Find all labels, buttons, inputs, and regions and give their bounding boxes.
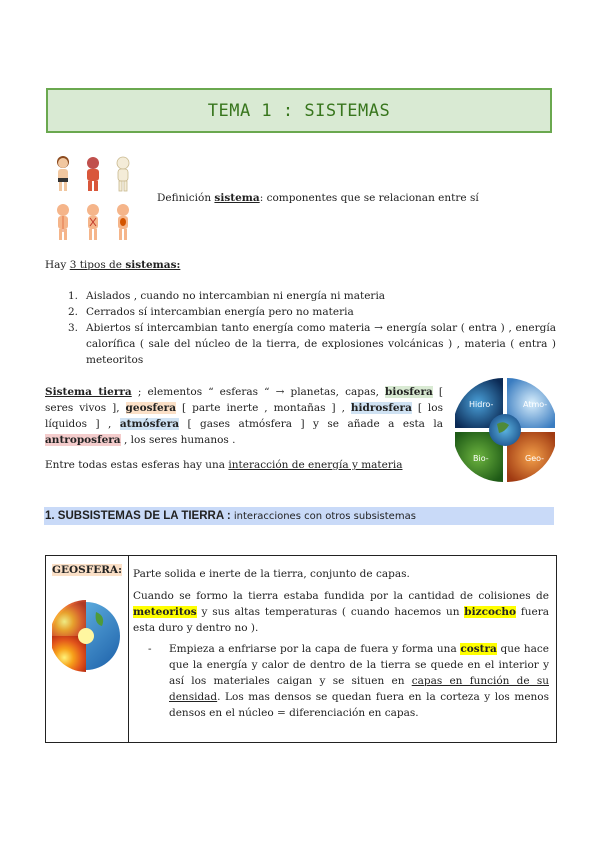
- geosfera-table: [45, 555, 557, 743]
- title-banner: [46, 88, 552, 133]
- tierra-paragraph: [45, 384, 443, 448]
- meteoritos-term: meteoritos: [133, 606, 197, 618]
- list-number: 3.: [68, 322, 79, 334]
- interaction-line: [45, 457, 403, 473]
- figure-muscles: [87, 157, 99, 191]
- figure-skeleton: [117, 157, 129, 191]
- interaction-underlined: interacción de energía y materia: [228, 459, 403, 471]
- geosfera-line1: Parte solida e inerte de la tierra, conjunto de capas.: [133, 568, 410, 580]
- table-header-cell: [46, 564, 128, 576]
- bizcocho-term: bizcocho: [464, 606, 517, 618]
- antroposfera-term: antroposfera: [45, 434, 121, 446]
- types-intro: [45, 257, 180, 273]
- hidro-label: Hidro-: [469, 400, 494, 409]
- geosfera-header: GEOSFERA:: [52, 564, 122, 576]
- definition-term: sistema: [214, 192, 260, 204]
- tierra-text: ; elementos “ esferas “ → planetas, capas,: [131, 386, 386, 398]
- types-intro-prefix: Hay: [45, 259, 70, 271]
- atmosfera-term: atmósfera: [119, 418, 180, 430]
- atmo-label: Atmo-: [523, 400, 548, 409]
- costra-term: costra: [460, 643, 497, 655]
- types-list: [68, 288, 556, 368]
- table-text: que hace que la energía y calor de dentro de la tierra se quede en el interior y así los materiales caigan y se situen en: [169, 643, 549, 687]
- list-text: Cerrados sí intercambian energía pero no materia: [86, 306, 354, 318]
- biosfera-term: biosfera: [385, 386, 433, 398]
- list-item: [68, 320, 556, 368]
- tierra-text: [ los líquidos ] ,: [45, 402, 444, 430]
- spheres-image: [455, 375, 555, 485]
- types-intro-underlined: [70, 259, 181, 271]
- types-intro-underlined-a: 3 tipos de: [69, 259, 126, 271]
- interaction-prefix: Entre todas estas esferas hay una: [45, 459, 229, 471]
- table-text: fuera esta duro y dentro no ).: [133, 606, 549, 634]
- tierra-text: [ parte inerte , montañas ] ,: [176, 402, 351, 414]
- table-text: Empieza a enfriarse por la capa de fuera y forma una: [169, 643, 461, 655]
- capas-term: capas en función de su densidad: [169, 675, 549, 703]
- tierra-text: [ seres vivos ],: [45, 386, 444, 414]
- tierra-text: , los seres humanos .: [120, 434, 236, 446]
- figure-nerves: [57, 204, 69, 240]
- geosfera-paragraph2: [133, 588, 549, 636]
- figure-skin: [57, 156, 69, 191]
- list-text: Abiertos sí intercambian tanto energía como materia → energía solar ( entra ) , energía calorífica ( sale del núcleo de la tierra, de explosiones volcánicas ) , materia ( entra ) meteoritos: [86, 322, 556, 366]
- list-text: Aislados , cuando no intercambian ni energía ni materia: [86, 290, 386, 302]
- table-text: y sus altas temperaturas ( cuando hacemos un: [196, 606, 465, 618]
- section-title-row: [45, 508, 416, 525]
- section-subtitle: interacciones con otros subsistemas: [230, 511, 416, 522]
- types-intro-underlined-b: sistemas:: [125, 259, 181, 271]
- list-item: [68, 304, 556, 320]
- column-divider: [128, 556, 129, 742]
- anatomy-figures-image: [50, 152, 140, 242]
- bullet-dash: -: [148, 643, 152, 655]
- table-text: Cuando se formo la tierra estaba fundida por la cantidad de colisiones de: [133, 590, 549, 602]
- figure-circulation: [87, 204, 99, 240]
- bio-label: Bio-: [473, 454, 489, 463]
- list-item: [68, 288, 556, 304]
- geosfera-paragraph3: [169, 641, 549, 721]
- section-title: 1. SUBSISTEMAS DE LA TIERRA :: [45, 510, 231, 522]
- definition-prefix: Definición: [157, 192, 215, 204]
- tierra-term: Sistema tierra: [45, 386, 132, 398]
- definition-text: : componentes que se relacionan entre sí: [259, 192, 479, 204]
- tierra-text: [ gases atmósfera ] y se añade a esta la: [179, 418, 444, 430]
- list-number: 2.: [68, 306, 79, 318]
- table-text: . Los mas densos se quedan fuera en la corteza y los menos densos en el núcleo = diferenciación en capas.: [169, 691, 549, 719]
- figure-organs: [117, 204, 129, 240]
- page-title: TEMA 1 : SISTEMAS: [207, 100, 391, 121]
- list-number: 1.: [68, 290, 79, 302]
- definition-line: [157, 190, 479, 206]
- earth-layers-image: [52, 590, 122, 678]
- geosfera-term: geosfera: [125, 402, 177, 414]
- hidrosfera-term: hidrosfera: [350, 402, 412, 414]
- geo-label: Geo-: [525, 454, 545, 463]
